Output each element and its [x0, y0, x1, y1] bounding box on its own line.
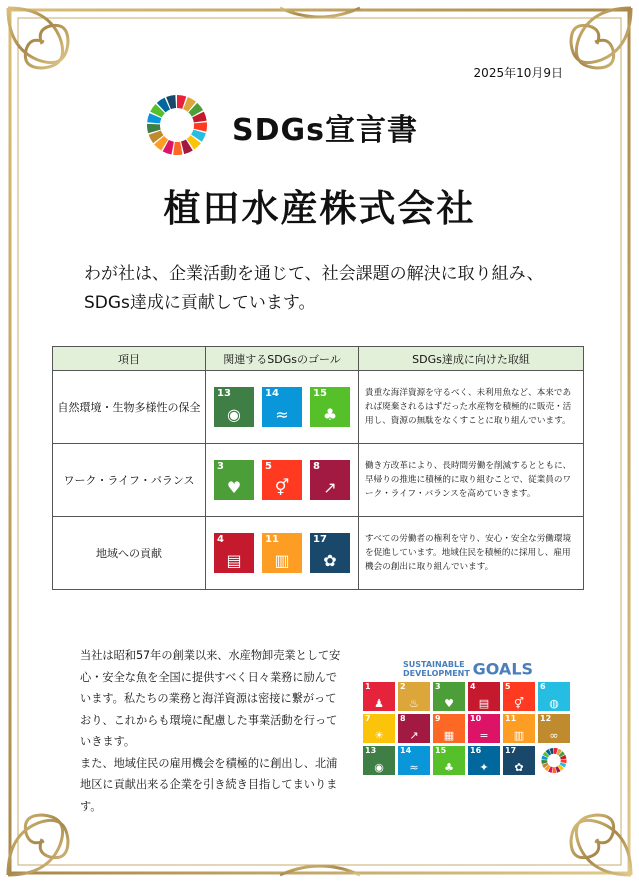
- sdg-goal-8-icon: [398, 714, 430, 743]
- sdg-goal-4-icon: [214, 533, 254, 573]
- wheel-segment-9: [173, 142, 182, 155]
- goal-symbol: ♣: [444, 761, 454, 774]
- intro-statement: [84, 260, 544, 318]
- row-description: すべての労働者の権利を守り、安心・安全な労働環境を促進しています。地域住民を積極的に採用し、雇用機会の創出に取り組んでいます。: [359, 517, 584, 590]
- sdg-goal-11-icon: [503, 714, 535, 743]
- story-paragraph-1: 当社は昭和57年の創業以来、水産物卸売業として安心・安全な魚を全国に提供すべく日々業務に励んでいます。私たちの業務と海洋資源は密接に繋がっており、これからも環境に配慮した事業活動を行っていきます。: [80, 649, 341, 748]
- header-initiatives: SDGs達成に向けた取組: [359, 347, 584, 371]
- date: 2025年10月9日: [473, 66, 563, 80]
- goal-number: 2: [400, 682, 406, 691]
- goal-number: 8: [400, 714, 406, 723]
- goal-symbol: ∞: [549, 729, 559, 742]
- goal-symbol: ◉: [227, 405, 241, 424]
- sdg-goal-13-icon: [214, 387, 254, 427]
- row-item: ワーク・ライフ・バランス: [53, 444, 206, 517]
- row-item: 地域への貢献: [53, 517, 206, 590]
- goal-number: 4: [470, 682, 476, 691]
- goal-symbol: ♣: [322, 405, 338, 424]
- intro-line-2: SDGs達成に貢献しています。: [84, 293, 316, 313]
- row-description: 働き方改革により、長時間労働を削減するとともに、早帰りの推進に積極的に取り組むことで、従業員のワーク・ライフ・バランスを高めていきます。: [359, 444, 584, 517]
- sdg-goal-10-icon: [468, 714, 500, 743]
- goal-symbol: ♥: [444, 697, 454, 710]
- goal-number: 15: [313, 388, 327, 399]
- goal-symbol: =: [479, 729, 489, 742]
- goal-number: 13: [365, 746, 377, 755]
- table-row: [53, 517, 584, 590]
- sdg-goal-11-icon: [262, 533, 302, 573]
- sdg-goal-8-icon: [310, 460, 350, 500]
- goal-symbol: ◉: [374, 761, 384, 774]
- goal-number: 17: [313, 534, 327, 545]
- goal-number: 5: [505, 682, 511, 691]
- wheel-segment-5: [194, 122, 207, 131]
- sdg-goal-17-icon: [503, 746, 535, 775]
- goal-symbol: ▥: [274, 551, 290, 570]
- goal-symbol: ✦: [479, 761, 489, 774]
- goal-number: 9: [435, 714, 441, 723]
- story-paragraph-2: また、地域住民の雇用機会を積極的に創出し、北浦地区に貢献出来る企業を引き続き目指してまいります。: [80, 756, 338, 813]
- header-goals: 関連するSDGsのゴール: [206, 347, 359, 371]
- goal-symbol: ▤: [226, 551, 242, 570]
- sdg-goal-3-icon: [433, 682, 465, 711]
- wheel-segment-9: [552, 767, 556, 773]
- sdg-goal-7-icon: [363, 714, 395, 743]
- goal-number: 12: [540, 714, 552, 723]
- sdg-goal-3-icon: [214, 460, 254, 500]
- sdg-goal-13-icon: [363, 746, 395, 775]
- goal-number: 8: [313, 461, 320, 472]
- goal-number: 11: [265, 534, 279, 545]
- company-story: [80, 645, 342, 817]
- row-goals: [206, 371, 359, 444]
- goal-symbol: ▥: [513, 729, 525, 742]
- goal-number: 10: [470, 714, 482, 723]
- goal-number: 16: [470, 746, 482, 755]
- goal-number: 14: [265, 388, 279, 399]
- intro-line-1: わが社は、企業活動を通じて、社会課題の解決に取り組み、: [84, 264, 544, 284]
- goal-number: 17: [505, 746, 517, 755]
- sdg-goal-2-icon: [398, 682, 430, 711]
- goal-symbol: ▦: [443, 729, 455, 742]
- goal-number: 3: [435, 682, 441, 691]
- sdg-goal-4-icon: [468, 682, 500, 711]
- sdg-goal-5-icon: [262, 460, 302, 500]
- sdgs-wordmark: [403, 660, 570, 678]
- goal-symbol: ≈: [409, 761, 419, 774]
- goal-symbol: ≈: [275, 405, 289, 424]
- sdg-goal-12-icon: [538, 714, 570, 743]
- goal-number: 15: [435, 746, 447, 755]
- row-goals: [206, 517, 359, 590]
- wordmark-line-2: DEVELOPMENT: [403, 669, 470, 678]
- sdg-goal-1-icon: [363, 682, 395, 711]
- goal-number: 7: [365, 714, 371, 723]
- goal-symbol: ♨: [409, 697, 419, 710]
- goal-number: 11: [505, 714, 517, 723]
- goal-number: 1: [365, 682, 371, 691]
- goal-number: 3: [217, 461, 224, 472]
- goal-symbol: ◍: [549, 697, 559, 710]
- sdgs-goal-grid: [363, 682, 570, 775]
- table-row: [53, 444, 584, 517]
- row-description: 貴重な海洋資源を守るべく、未利用魚など、本来であれば廃棄されるはずだった水産物を積極的に販売・活用し、資源の無駄をなくすことに取り組んでいます。: [359, 371, 584, 444]
- sdg-goal-15-icon: [433, 746, 465, 775]
- goal-symbol: ♟: [374, 697, 384, 710]
- goal-number: 14: [400, 746, 412, 755]
- header-item: 項目: [53, 347, 206, 371]
- goal-number: 4: [217, 534, 224, 545]
- goal-symbol: ✿: [323, 551, 337, 570]
- goal-symbol: ↗: [323, 478, 337, 497]
- row-item: 自然環境・生物多様性の保全: [53, 371, 206, 444]
- declaration-title: SDGs宣言書: [232, 113, 418, 148]
- row-goals: [206, 444, 359, 517]
- goal-symbol: ⚥: [274, 478, 290, 497]
- wordmark-line-1: SUSTAINABLE: [403, 660, 465, 669]
- wordmark-goals: GOALS: [472, 659, 534, 679]
- goal-symbol: ↗: [409, 729, 419, 742]
- sdg-goal-14-icon: [398, 746, 430, 775]
- sdgs-wheel-icon: [538, 746, 570, 775]
- sdg-goal-14-icon: [262, 387, 302, 427]
- sdg-goal-9-icon: [433, 714, 465, 743]
- sdg-goal-5-icon: [503, 682, 535, 711]
- table-row: [53, 371, 584, 444]
- sdgs-goals-poster: [363, 660, 570, 775]
- goal-symbol: ▤: [478, 697, 490, 710]
- goal-number: 6: [540, 682, 546, 691]
- sdg-goal-16-icon: [468, 746, 500, 775]
- goal-symbol: ♥: [226, 478, 242, 497]
- sdgs-wheel-logo: [146, 94, 208, 156]
- sdgs-initiatives-table: [52, 346, 584, 590]
- sdg-goal-6-icon: [538, 682, 570, 711]
- sdg-goal-17-icon: [310, 533, 350, 573]
- goal-symbol: ✿: [514, 761, 524, 774]
- goal-number: 13: [217, 388, 231, 399]
- company-name: 植田水産株式会社: [163, 187, 476, 230]
- sdg-goal-15-icon: [310, 387, 350, 427]
- goal-symbol: ⚥: [514, 697, 524, 710]
- goal-symbol: ☀: [374, 729, 384, 742]
- goal-number: 5: [265, 461, 272, 472]
